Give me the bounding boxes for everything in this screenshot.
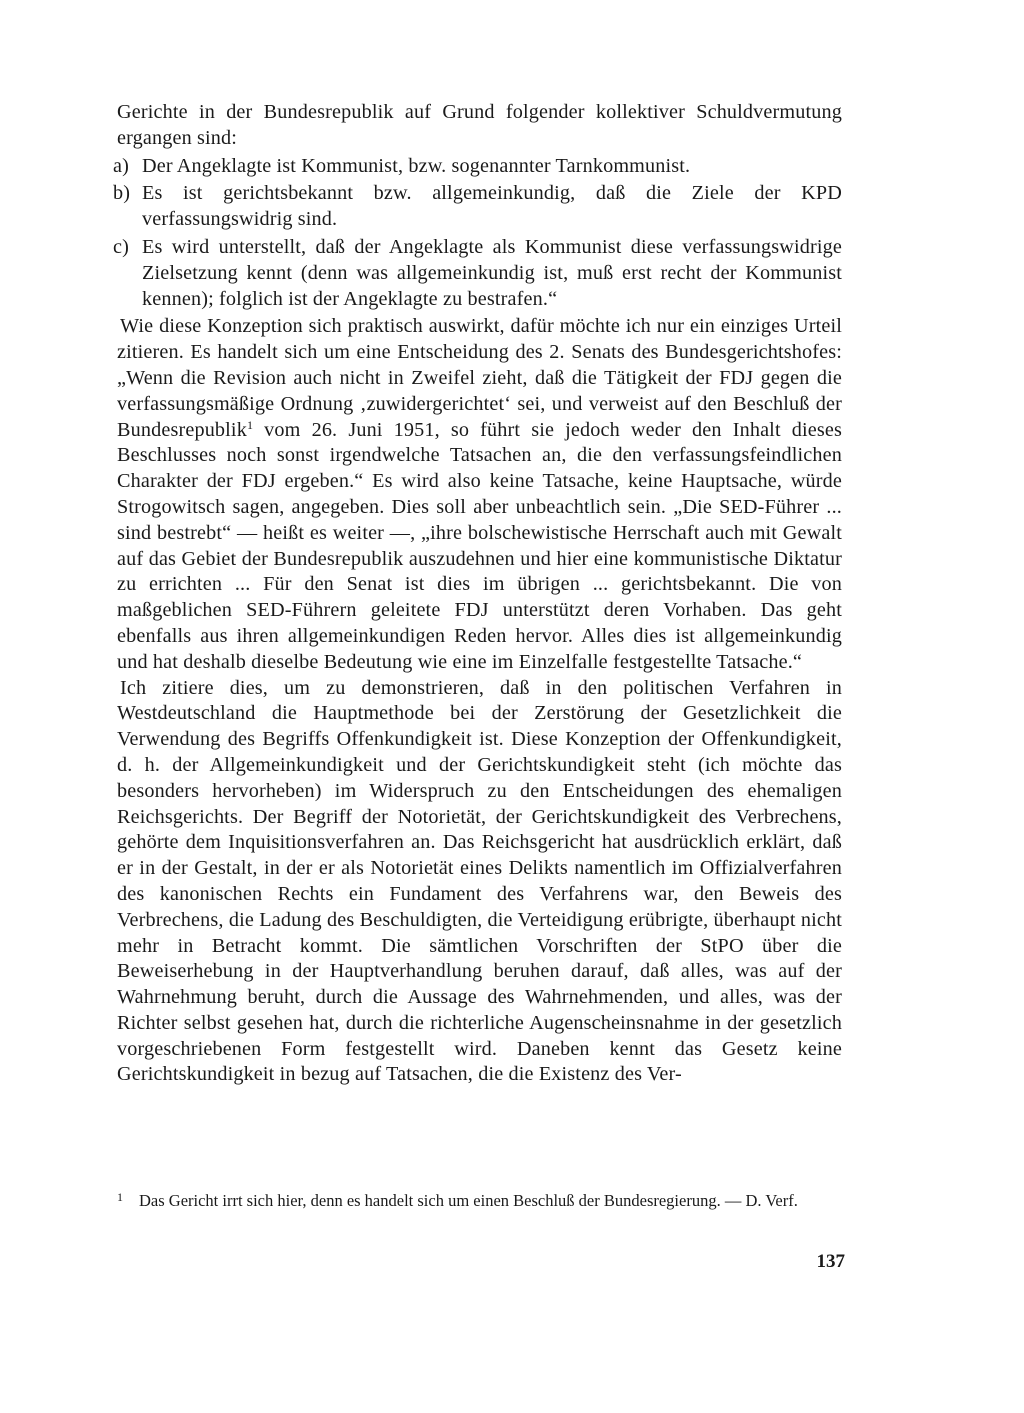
list-marker: b) bbox=[113, 182, 131, 205]
paragraph bbox=[117, 314, 842, 675]
list-item bbox=[113, 235, 842, 312]
list-item bbox=[113, 154, 842, 180]
list-marker: c) bbox=[113, 235, 129, 258]
footnote bbox=[117, 1191, 842, 1211]
page-number: 137 bbox=[816, 1251, 845, 1272]
footnote-marker: 1 bbox=[117, 1190, 123, 1204]
list-item-text: Es wird unterstellt, daß der Angeklagte als Kommunist diese verfassungswidrige Zielsetzung kennt (denn was allgemeinkundig ist, muß erst recht der Kommunist kennen); folglich ist der Angeklagte zu bestrafen.“ bbox=[142, 235, 842, 310]
footnote-text: Das Gericht irrt sich hier, denn es handelt sich um einen Beschluß der Bundesregierung. — D. Verf. bbox=[139, 1191, 798, 1210]
paragraph-text: vom 26. Juni 1951, so führt sie jedoch weder den Inhalt dieses Beschlusses noch sonst irgendwelche Tatsachen an, die den verfassungsfeindlichen Charakter der FDJ ergeben.“ Es wird also keine Tatsache, keine Hauptsache, würde Strogowitsch sagen, angegeben. Dies soll aber unbeachtlich sein. „Die SED-Führer ... sind bestrebt“ — heißt es weiter —, „ihre bolschewistische Herrschaft auch mit Gewalt auf das Gebiet der Bundesrepublik auszudehnen und hier eine kommunistische Diktatur zu errichten ... Für den Senat ist dies im übrigen ... gerichtsbekannt. Die von maßgeblichen SED-Führern geleitete FDJ unterstützt deren Vorhaben. Das geht ebenfalls aus ihren allgemeinkundigen Reden hervor. Alles dies ist allgemeinkundig und hat deshalb dieselbe Bedeutung wie eine im Einzelfalle festgestellte Tatsache.“ bbox=[117, 418, 842, 673]
paragraph-text: Wie diese Konzeption sich praktisch auswirkt, dafür möchte ich nur ein einziges Urteil zitieren. Es handelt sich um eine Entscheidung des 2. Senats des Bundesgerichtshofes: „Wenn die Revision auch nicht in Zweifel zieht, daß die Tätigkeit der FDJ gegen die verfassungsmäßige Ordnung ‚zuwidergerichtet‘ sei, und verweist auf den Beschluß der Bundesrepublik bbox=[117, 315, 842, 441]
footnote-reference: 1 bbox=[246, 417, 254, 432]
intro-paragraph: Gerichte in der Bundesrepublik auf Grund folgender kollektiver Schuldvermutung ergangen sind: bbox=[117, 101, 842, 149]
paragraph: Ich zitiere dies, um zu demonstrieren, daß in den politischen Verfahren in Westdeutschland die Hauptmethode bei der Zerstörung der Gesetzlichkeit die Verwendung des Begriffs Offenkundigkeit ist. Diese Konzeption der Offenkundigkeit, d. h. der Allgemeinkundigkeit und der Gerichtskundigkeit steht (ich möchte das besonders hervorheben) im Widerspruch zu den Entscheidungen des ehemaligen Reichsgerichts. Der Begriff der Notorietät, der Gerichtskundigkeit des Verbrechens, gehörte dem Inquisitionsverfahren an. Das Reichsgericht hat ausdrücklich erklärt, daß er in der Gestalt, in der er als Notorietät eines Delikts namentlich im Offizialverfahren des kanonischen Rechts ein Fundament des Verfahrens war, den Beweis des Verbrechens, die Ladung des Beschuldigten, die Verteidigung erübrigte, überhaupt nicht mehr in Betracht kommt. Die sämtlichen Vorschriften der StPO über die Beweiserhebung in der Hauptverhandlung beruhen darauf, daß alles, was auf der Wahrnehmung beruht, durch die Aussage des Wahrnehmenden, und alles, was der Richter selbst gesehen hat, durch die richterliche Augenscheinsnahme in der gesetzlich vorgeschriebenen Form festgestellt wird. Daneben kennt das Gesetz keine Gerichtskundigkeit in bezug auf Tatsachen, die die Existenz des Ver- bbox=[117, 676, 842, 1086]
list-item bbox=[113, 181, 842, 233]
list-marker: a) bbox=[113, 154, 129, 177]
body-text bbox=[113, 100, 842, 1088]
enumerated-list bbox=[113, 154, 842, 313]
list-item-text: Es ist gerichtsbekannt bzw. allgemeinkundig, daß die Ziele der KPD verfassungswidrig sind. bbox=[142, 182, 842, 231]
list-item-text: Der Angeklagte ist Kommunist, bzw. sogenannter Tarnkommunist. bbox=[142, 154, 691, 177]
